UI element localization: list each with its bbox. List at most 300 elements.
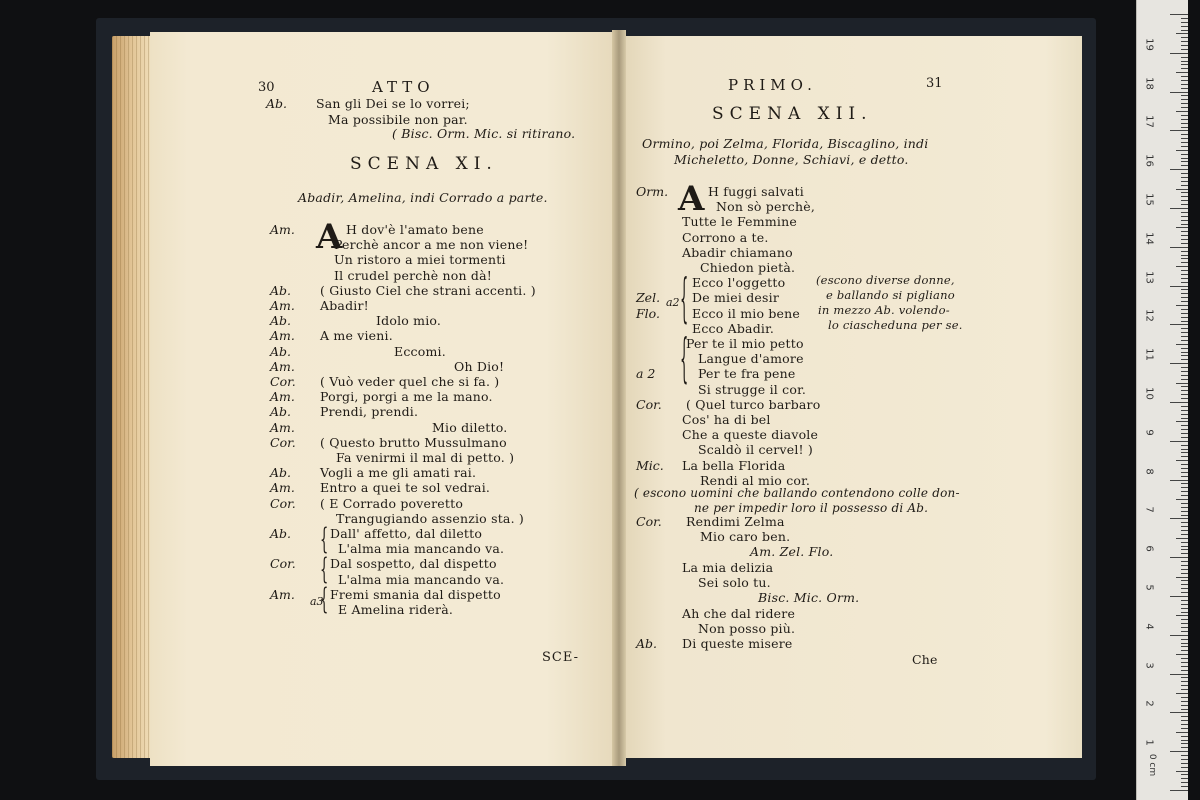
ruler-tick (1181, 631, 1188, 632)
verse-line: Fremi smania dal dispetto (330, 586, 501, 602)
verse-line: ( E Corrado poveretto (320, 495, 464, 511)
ruler-tick (1181, 584, 1188, 585)
ruler-tick (1181, 84, 1188, 85)
ruler-tick (1176, 227, 1188, 228)
ruler-tick (1181, 658, 1188, 659)
speaker: Orm. (636, 184, 669, 199)
ruler-tick (1181, 736, 1188, 737)
ruler-tick (1181, 119, 1188, 120)
verse-line: Ah che dal ridere (682, 606, 796, 621)
ruler-tick (1181, 379, 1188, 380)
ruler-tick (1181, 278, 1188, 279)
ruler-tick (1181, 282, 1188, 283)
ruler-tick (1176, 654, 1188, 655)
ruler-tick (1170, 751, 1188, 752)
ruler-tick (1176, 693, 1188, 694)
speaker: Cor. (270, 495, 296, 511)
ruler-tick (1181, 491, 1188, 492)
ruler-tick (1181, 348, 1188, 349)
ruler-number: 12 (1143, 309, 1155, 323)
verse-line: Tutte le Femmine (682, 214, 797, 230)
ruler-tick (1170, 790, 1188, 791)
side-note-line: lo ciascheduna per se. (828, 318, 963, 332)
verse-line: Fa venirmi il mal di petto. ) (336, 450, 515, 465)
ruler-tick (1181, 30, 1188, 31)
ruler-tick (1176, 344, 1188, 345)
ruler-number: 13 (1143, 270, 1155, 284)
ruler-tick (1181, 386, 1188, 387)
ruler-tick (1181, 464, 1188, 465)
drop-cap: A (678, 179, 705, 219)
ruler-tick (1181, 127, 1188, 128)
ruler-tick (1181, 64, 1188, 65)
stage-direction: ( Bisc. Orm. Mic. si ritirano. (392, 126, 576, 141)
ruler-tick (1181, 123, 1188, 124)
ruler-tick (1181, 301, 1188, 302)
speaker: Cor. (636, 514, 662, 529)
speaker: Cor. (270, 556, 296, 572)
catchword: SCE- (542, 650, 579, 665)
ruler-tick (1170, 92, 1188, 93)
ruler-tick (1170, 402, 1188, 403)
ruler-tick (1181, 390, 1188, 391)
speaker: Zel. (636, 290, 661, 306)
ruler-number: 7 (1143, 506, 1155, 514)
ruler-number: 5 (1143, 584, 1155, 591)
ruler-tick (1176, 538, 1188, 539)
ruler-tick (1170, 674, 1188, 675)
brace: { (680, 332, 689, 392)
ruler-number: 10 (1143, 387, 1155, 400)
ruler-tick (1181, 165, 1188, 166)
ruler-tick (1170, 480, 1188, 481)
measuring-ruler (1136, 0, 1188, 800)
ruler-tick (1181, 728, 1188, 729)
ruler-tick (1176, 305, 1188, 306)
speaker: Ab. (270, 404, 292, 420)
ruler-number: 14 (1143, 231, 1155, 245)
ruler-tick (1170, 596, 1188, 597)
ruler-tick (1181, 561, 1188, 562)
ruler-tick (1176, 615, 1188, 616)
ruler-tick (1181, 472, 1188, 473)
ruler-tick (1181, 689, 1188, 690)
left-page-number: 30 (258, 80, 275, 95)
verse-line: ( Giusto Ciel che strani accenti. ) (320, 282, 536, 298)
ruler-tick (1181, 507, 1188, 508)
ruler-tick (1181, 542, 1188, 543)
verse-line: L'alma mia mancando va. (338, 571, 505, 587)
ruler-tick (1181, 134, 1188, 135)
ruler-tick (1181, 41, 1188, 42)
ruler-tick (1181, 677, 1188, 678)
ruler-number: 11 (1143, 348, 1155, 362)
ruler-tick (1170, 208, 1188, 209)
verse-line: Non posso più. (698, 621, 796, 637)
ruler-tick (1181, 515, 1188, 516)
scene-characters: Abadir, Amelina, indi Corrado a parte. (298, 190, 548, 205)
ruler-tick (1181, 588, 1188, 589)
ruler-tick (1181, 22, 1188, 23)
ruler-tick (1181, 158, 1188, 159)
ruler-tick (1170, 247, 1188, 248)
speaker: Ab. (266, 96, 288, 111)
ruler-tick (1181, 45, 1188, 46)
speaker: Ab. (270, 282, 292, 298)
ruler-tick (1181, 425, 1188, 426)
ruler-tick (1170, 441, 1188, 442)
speaker: Cor. (636, 396, 662, 412)
verse-line: Rendi al mio cor. (700, 472, 811, 488)
ruler-tick (1181, 724, 1188, 725)
ruler-tick (1181, 681, 1188, 682)
ruler-tick (1181, 565, 1188, 566)
ruler-tick (1181, 142, 1188, 143)
ruler-tick (1181, 251, 1188, 252)
ruler-tick (1181, 270, 1188, 271)
ruler-tick (1181, 483, 1188, 484)
ruler-tick (1181, 452, 1188, 453)
ruler-number: 18 (1143, 76, 1155, 90)
verse-line: La bella Florida (682, 457, 786, 473)
ruler-tick (1181, 204, 1188, 205)
speaker: Am. (270, 222, 295, 237)
ruler-tick (1181, 522, 1188, 523)
verse-line: La mia delizia (682, 560, 774, 575)
ruler-tick (1181, 103, 1188, 104)
verse-line: Chiedon pietà. (700, 260, 796, 275)
ruler-tick (1181, 646, 1188, 647)
ruler-tick (1181, 80, 1188, 81)
sub-speakers: Bisc. Mic. Orm. (758, 590, 860, 605)
ruler-tick (1181, 181, 1188, 182)
verse-line: Vogli a me gli amati rai. (320, 465, 477, 481)
ruler-tick (1181, 220, 1188, 221)
ruler-tick (1181, 623, 1188, 624)
ruler-tick (1181, 650, 1188, 651)
speaker: Am. (270, 328, 295, 344)
ruler-tick (1181, 212, 1188, 213)
ruler-tick (1181, 763, 1188, 764)
speaker: a 2 (636, 366, 656, 382)
ruler-tick (1181, 747, 1188, 748)
ruler-tick (1181, 68, 1188, 69)
ruler-tick (1170, 130, 1188, 131)
ruler-tick (1181, 774, 1188, 775)
ruler-number: 15 (1143, 193, 1155, 206)
ruler-tick (1181, 701, 1188, 702)
ruler-tick (1181, 767, 1188, 768)
verse-line: H dov'è l'amato bene (346, 222, 484, 237)
ruler-tick (1181, 608, 1188, 609)
ruler-tick (1181, 355, 1188, 356)
ruler-tick (1181, 313, 1188, 314)
ruler-tick (1181, 173, 1188, 174)
speaker: Am. (270, 298, 295, 313)
ruler-tick (1181, 235, 1188, 236)
speaker: Flo. (636, 305, 660, 321)
verse-line: ( Questo brutto Mussulmano (320, 434, 507, 450)
verse-line: Non sò perchè, (716, 199, 815, 215)
ruler-tick (1181, 573, 1188, 574)
verse-line: Langue d'amore (698, 351, 804, 367)
ruler-tick (1181, 258, 1188, 259)
ruler-tick (1181, 705, 1188, 706)
verse-line: De miei desir (692, 290, 779, 306)
verse-line: Mio caro ben. (700, 529, 791, 545)
brace: { (320, 555, 329, 588)
ruler-tick (1181, 99, 1188, 100)
ruler-tick (1181, 782, 1188, 783)
sub-speakers: Am. Zel. Flo. (750, 544, 834, 559)
ruler-tick (1181, 394, 1188, 395)
verse-line: Entro a quei te sol vedrai. (320, 480, 491, 496)
verse-line: ( Quel turco barbaro (686, 396, 821, 412)
verse-line: Cos' ha di bel (682, 412, 771, 427)
ruler-tick (1181, 604, 1188, 605)
verse-line: Di queste misere (682, 636, 793, 652)
ruler-tick (1181, 297, 1188, 298)
speaker: Ab. (270, 343, 292, 359)
ruler-tick (1181, 755, 1188, 756)
verse-line: Si strugge il cor. (698, 381, 807, 397)
speaker: Am. (270, 586, 295, 602)
verse-line: Trangugiando assenzio sta. ) (336, 510, 524, 526)
verse-line: Ma possibile non par. (328, 112, 468, 127)
ruler-tick (1181, 612, 1188, 613)
ruler-tick (1176, 72, 1188, 73)
verse-line: Abadir! (320, 298, 369, 313)
ruler-tick (1181, 200, 1188, 201)
verse-line: L'alma mia mancando va. (338, 541, 505, 557)
ruler-tick (1181, 239, 1188, 240)
ruler-tick (1181, 666, 1188, 667)
ruler-tick (1181, 61, 1188, 62)
ruler-number: 17 (1143, 115, 1155, 129)
verse-line: Corrono a te. (682, 229, 769, 245)
verse-line: Oh Dio! (454, 358, 505, 374)
verse-line: Sei solo tu. (698, 575, 771, 591)
ruler-tick (1181, 406, 1188, 407)
ruler-tick (1181, 600, 1188, 601)
verse-line: Perchè ancor a me non viene! (334, 237, 529, 253)
verse-line: Che a queste diavole (682, 427, 819, 443)
ruler-tick (1181, 317, 1188, 318)
verse-line: Per te il mio petto (686, 336, 804, 351)
ruler-tick (1181, 639, 1188, 640)
ruler-tick (1181, 410, 1188, 411)
ruler-tick (1176, 577, 1188, 578)
verse-line: E Amelina riderà. (338, 602, 454, 617)
right-page-number: 31 (926, 76, 943, 91)
speaker: Cor. (270, 374, 296, 389)
ruler-tick (1170, 14, 1188, 15)
stage-direction: ( escono uomini che ballando contendono colle don- (634, 486, 960, 500)
right-running-header: PRIMO. (728, 76, 817, 94)
a3-label: a3 (310, 595, 324, 608)
ruler-number: 16 (1143, 154, 1155, 168)
ruler-tick (1181, 456, 1188, 457)
ruler-tick (1181, 740, 1188, 741)
ruler-tick (1181, 437, 1188, 438)
ruler-tick (1176, 732, 1188, 733)
ruler-tick (1181, 185, 1188, 186)
verse-line: Scaldò il cervel! ) (698, 442, 813, 458)
ruler-tick (1181, 445, 1188, 446)
ruler-tick (1170, 324, 1188, 325)
ruler-tick (1181, 526, 1188, 527)
ruler-tick (1181, 592, 1188, 593)
ruler-tick (1181, 37, 1188, 38)
ruler-tick (1181, 243, 1188, 244)
verse-line: Un ristoro a miei tormenti (334, 252, 506, 268)
speaker: Am. (270, 419, 295, 435)
speaker: Am. (270, 480, 295, 496)
ruler-tick (1181, 161, 1188, 162)
ruler-tick (1181, 332, 1188, 333)
scene-title: SCENA XI. (350, 154, 498, 174)
ruler-number: 1 (1143, 739, 1155, 746)
ruler-tick (1181, 553, 1188, 554)
ruler-tick (1181, 138, 1188, 139)
left-page (150, 32, 616, 766)
ruler-tick (1181, 115, 1188, 116)
speaker: Am. (270, 358, 295, 374)
ruler-tick (1181, 88, 1188, 89)
verse-line: Mio diletto. (432, 419, 508, 435)
ruler-number: 8 (1143, 467, 1155, 475)
drop-cap: A (316, 217, 343, 257)
speaker: Ab. (270, 313, 292, 329)
ruler-tick (1181, 627, 1188, 628)
ruler-tick (1181, 709, 1188, 710)
scene-title: SCENA XII. (712, 104, 873, 124)
ruler-tick (1176, 111, 1188, 112)
ruler-tick (1170, 635, 1188, 636)
ruler-tick (1170, 169, 1188, 170)
speaker: Ab. (636, 636, 658, 652)
verse-line: Porgi, porgi a me la mano. (320, 389, 493, 405)
ruler-tick (1181, 619, 1188, 620)
ruler-tick (1181, 328, 1188, 329)
ruler-tick (1170, 286, 1188, 287)
verse-line: Idolo mio. (376, 313, 442, 329)
verse-line: ( Vuò veder quel che si fa. ) (320, 374, 500, 389)
ruler-tick (1181, 503, 1188, 504)
stage-direction: ne per impedir loro il possesso di Ab. (694, 501, 929, 515)
left-running-header: ATTO (372, 78, 435, 96)
ruler-tick (1170, 363, 1188, 364)
ruler-tick (1181, 549, 1188, 550)
brace: { (680, 272, 689, 332)
ruler-tick (1181, 57, 1188, 58)
ruler-tick (1181, 433, 1188, 434)
ruler-tick (1181, 224, 1188, 225)
ruler-unit: 0 cm (1147, 753, 1158, 777)
ruler-tick (1181, 192, 1188, 193)
ruler-tick (1181, 146, 1188, 147)
ruler-tick (1181, 274, 1188, 275)
book-gutter (612, 30, 626, 766)
ruler-tick (1181, 662, 1188, 663)
ruler-tick (1181, 487, 1188, 488)
side-note-line: e ballando si pigliano (826, 288, 955, 302)
verse-line: Prendi, prendi. (320, 404, 419, 420)
verse-line: Dal sospetto, dal dispetto (330, 556, 497, 572)
ruler-tick (1181, 359, 1188, 360)
ruler-tick (1181, 778, 1188, 779)
scene-characters: Micheletto, Donne, Schiavi, e detto. (674, 152, 909, 167)
ruler-tick (1181, 429, 1188, 430)
ruler-tick (1181, 670, 1188, 671)
ruler-tick (1181, 743, 1188, 744)
verse-line: H fuggi salvati (708, 184, 804, 199)
ruler-tick (1181, 530, 1188, 531)
verse-line: Ecco Abadir. (692, 320, 775, 336)
ruler-number: 4 (1143, 623, 1155, 630)
scene-characters: Ormino, poi Zelma, Florida, Biscaglino, indi (642, 136, 929, 151)
ruler-tick (1181, 154, 1188, 155)
ruler-tick (1181, 375, 1188, 376)
a2-label: a2 (666, 296, 680, 309)
ruler-tick (1176, 383, 1188, 384)
ruler-tick (1181, 321, 1188, 322)
right-page (620, 36, 1082, 758)
verse-line: Ecco l'oggetto (692, 275, 786, 291)
ruler-tick (1181, 26, 1188, 27)
ruler-tick (1176, 499, 1188, 500)
ruler-tick (1176, 460, 1188, 461)
ruler-tick (1181, 293, 1188, 294)
ruler-tick (1181, 76, 1188, 77)
ruler-tick (1181, 449, 1188, 450)
ruler-tick (1181, 49, 1188, 50)
ruler-number: 6 (1143, 545, 1155, 552)
ruler-tick (1181, 340, 1188, 341)
side-note-line: in mezzo Ab. volendo- (818, 303, 950, 317)
ruler-tick (1181, 414, 1188, 415)
ruler-tick (1181, 759, 1188, 760)
ruler-tick (1181, 511, 1188, 512)
ruler-tick (1181, 309, 1188, 310)
brace: { (320, 585, 329, 618)
ruler-tick (1170, 53, 1188, 54)
ruler-tick (1181, 398, 1188, 399)
ruler-tick (1176, 189, 1188, 190)
ruler-tick (1181, 786, 1188, 787)
ruler-tick (1181, 95, 1188, 96)
ruler-tick (1181, 262, 1188, 263)
ruler-tick (1181, 255, 1188, 256)
ruler-tick (1176, 421, 1188, 422)
speaker: Am. (270, 389, 295, 405)
brace: { (320, 525, 329, 558)
ruler-tick (1181, 231, 1188, 232)
ruler-tick (1181, 468, 1188, 469)
speaker: Ab. (270, 465, 292, 481)
speaker: Cor. (270, 434, 296, 450)
verse-line: Il crudel perchè non dà! (334, 267, 492, 283)
ruler-tick (1176, 266, 1188, 267)
verse-line: Dall' affetto, dal diletto (330, 526, 483, 541)
ruler-tick (1181, 177, 1188, 178)
ruler-tick (1176, 33, 1188, 34)
ruler-tick (1181, 367, 1188, 368)
verse-line: San gli Dei se lo vorrei; (316, 96, 470, 111)
verse-line: Eccomi. (394, 343, 446, 359)
ruler-tick (1181, 336, 1188, 337)
ruler-tick (1181, 495, 1188, 496)
